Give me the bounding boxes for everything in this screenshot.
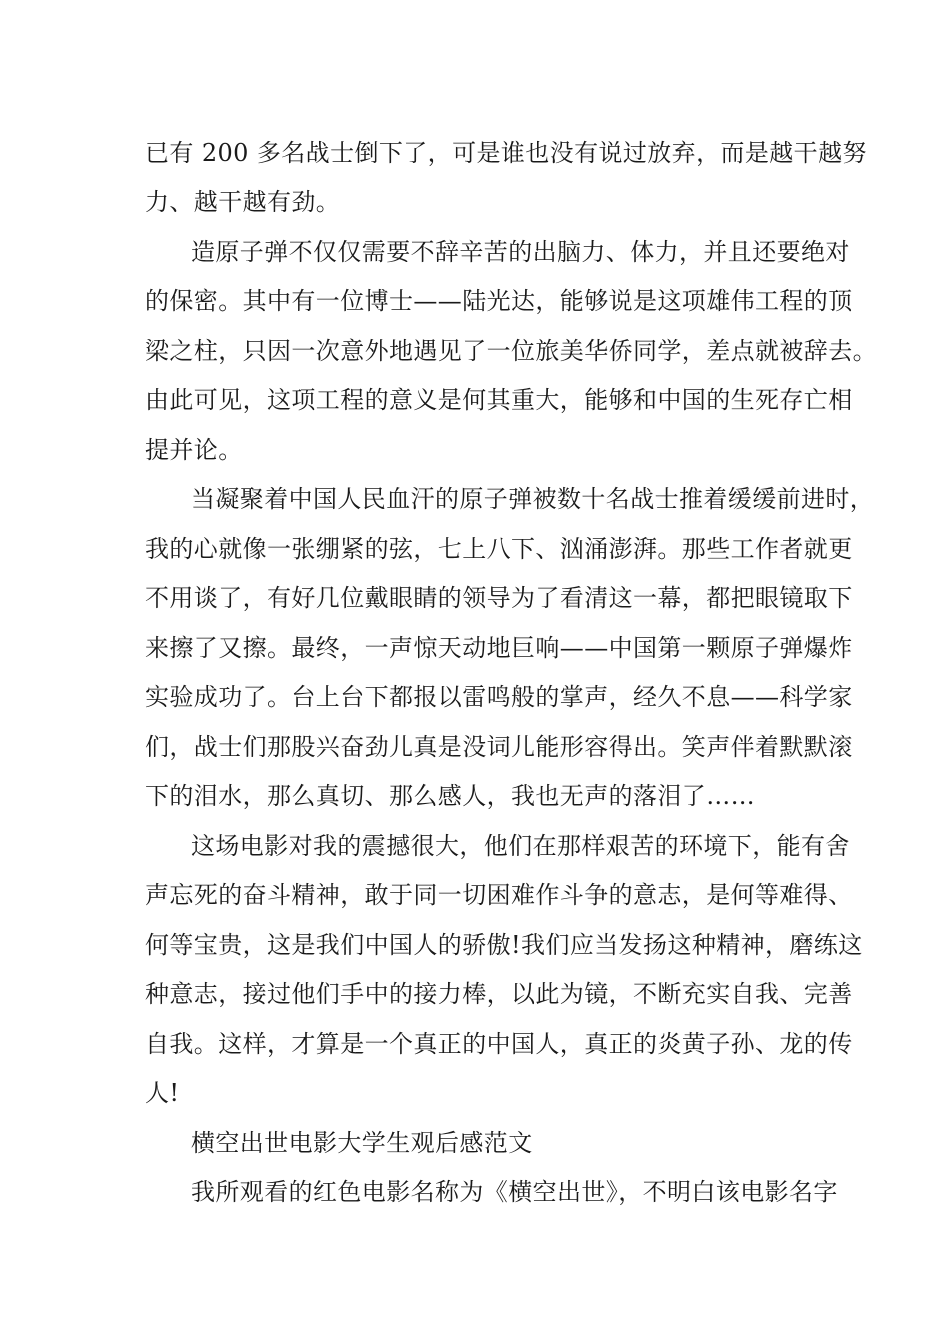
text-line: 种意志，接过他们手中的接力棒，以此为镜，不断充实自我、完善 [145, 980, 853, 1008]
text-line: 梁之柱，只因一次意外地遇见了一位旅美华侨同学，差点就被辞去。 [145, 337, 877, 365]
text-line: 力、越干越有劲。 [145, 188, 341, 216]
text-line: 实验成功了。台上台下都报以雷鸣般的掌声，经久不息——科学家 [145, 683, 853, 711]
text-line: 来擦了又擦。最终，一声惊天动地巨响——中国第一颗原子弹爆炸 [145, 634, 853, 662]
paragraph-start-line: 这场电影对我的震撼很大，他们在那样艰苦的环境下，能有舍 [191, 832, 850, 860]
text-line: 已有 200 多名战士倒下了，可是谁也没有说过放弃，而是越干越努 [145, 139, 867, 167]
paragraph-start-line: 当凝聚着中国人民血汗的原子弹被数十名战士推着缓缓前进时， [191, 485, 875, 513]
text-line: 人! [145, 1079, 180, 1107]
text-line: 自我。这样，才算是一个真正的中国人，真正的炎黄子孙、龙的传 [145, 1030, 853, 1058]
section-heading: 横空出世电影大学生观后感范文 [191, 1129, 533, 1157]
text-line: 的保密。其中有一位博士——陆光达，能够说是这项雄伟工程的顶 [145, 287, 853, 315]
text-line: 们，战士们那股兴奋劲儿真是没词儿能形容得出。笑声伴着默默滚 [145, 733, 853, 761]
text-line: 我的心就像一张绷紧的弦，七上八下、汹涌澎湃。那些工作者就更 [145, 535, 853, 563]
text-line: 提并论。 [145, 436, 243, 464]
text-line: 声忘死的奋斗精神，敢于同一切困难作斗争的意志，是何等难得、 [145, 881, 853, 909]
text-line: 下的泪水，那么真切、那么感人，我也无声的落泪了…… [145, 782, 755, 810]
text-line: 由此可见，这项工程的意义是何其重大，能够和中国的生死存亡相 [145, 386, 853, 414]
text-line: 何等宝贵，这是我们中国人的骄傲!我们应当发扬这种精神，磨练这 [145, 931, 863, 959]
paragraph-start-line: 造原子弹不仅仅需要不辞辛苦的出脑力、体力，并且还要绝对 [191, 238, 850, 266]
paragraph-start-line: 我所观看的红色电影名称为《横空出世》，不明白该电影名字 [191, 1178, 838, 1206]
text-line: 不用谈了，有好几位戴眼睛的领导为了看清这一幕，都把眼镜取下 [145, 584, 853, 612]
